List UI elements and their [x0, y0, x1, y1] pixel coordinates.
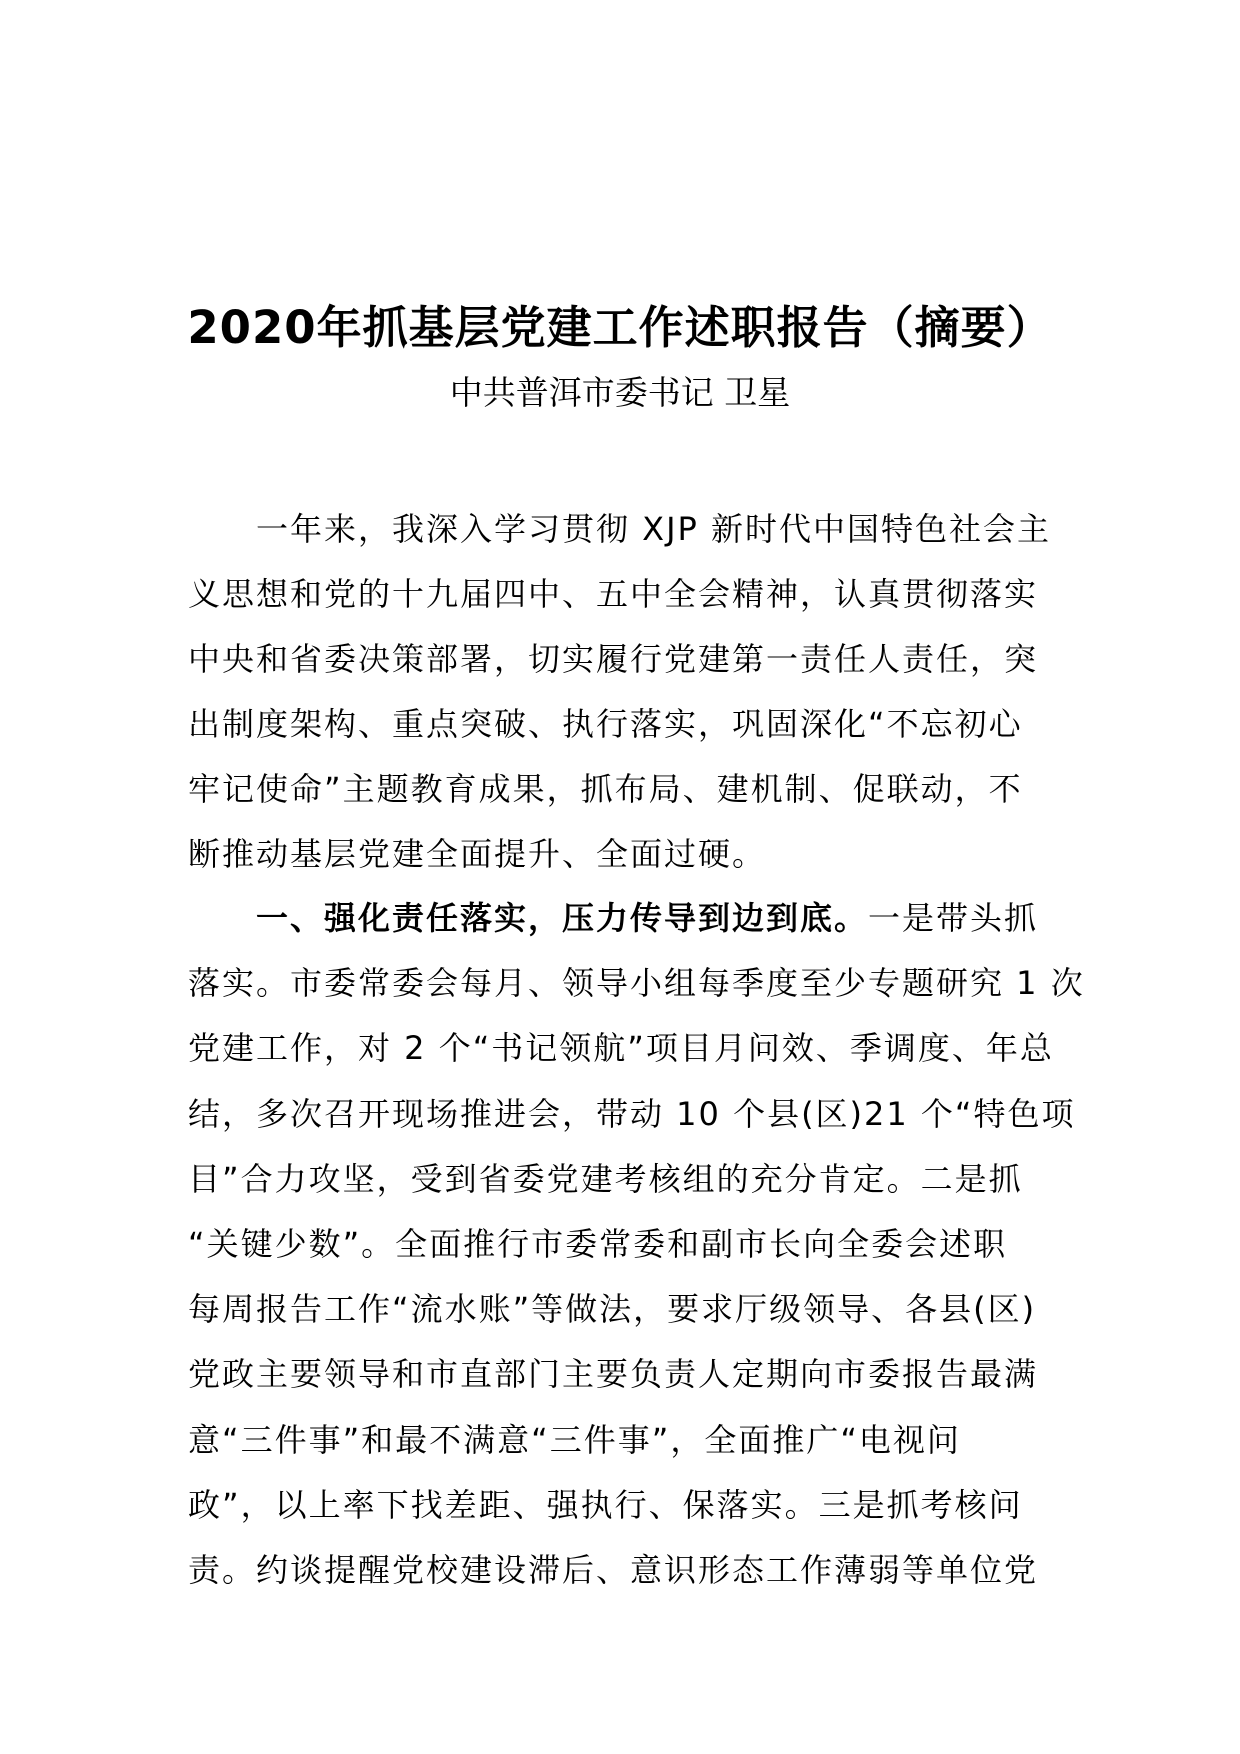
paragraph-line: 党建工作，对 2 个“书记领航”项目月问效、季调度、年总 — [188, 1029, 1054, 1068]
intro-paragraph — [188, 497, 1052, 887]
paragraph-line: 牢记使命”主题教育成果，抓布局、建机制、促联动，不 — [188, 770, 1023, 808]
paragraph-line: 一年来，我深入学习贯彻 XJP 新时代中国特色社会主 — [256, 510, 1052, 548]
paragraph-line: 意“三件事”和最不满意“三件事”，全面推广“电视问 — [188, 1420, 961, 1459]
paragraph-line: 中央和省委决策部署，切实履行党建第一责任人责任，突 — [188, 640, 1039, 678]
document-author: 中共普洱市委书记 卫星 — [449, 373, 791, 412]
paragraph-line: 目”合力攻坚，受到省委党建考核组的充分肯定。二是抓 — [188, 1159, 1023, 1198]
section-heading-continuation: 一是带头抓 — [868, 899, 1039, 937]
paragraph-line: 断推动基层党建全面提升、全面过硬。 — [188, 835, 767, 873]
paragraph-line: 每周报告工作“流水账”等做法，要求厅级领导、各县(区) — [188, 1290, 1037, 1329]
paragraph-line: 出制度架构、重点突破、执行落实，巩固深化“不忘初心 — [188, 705, 1023, 743]
section-first-line — [188, 886, 1052, 951]
document-title: 2020年抓基层党建工作述职报告（摘要） — [187, 301, 1053, 354]
paragraph-line: 政”，以上率下找差距、强执行、保落实。三是抓考核问 — [188, 1485, 1023, 1524]
paragraph-line: 义思想和党的十九届四中、五中全会精神，认真贯彻落实 — [188, 575, 1039, 613]
section-1-paragraph — [188, 886, 1085, 1603]
paragraph-line: 责。约谈提醒党校建设滞后、意识形态工作薄弱等单位党 — [188, 1551, 1039, 1590]
section-heading: 一、强化责任落实，压力传导到边到底。 — [256, 899, 869, 937]
paragraph-line: “关键少数”。全面推行市委常委和副市长向全委会述职 — [188, 1225, 1008, 1264]
paragraph-line: 结，多次召开现场推进会，带动 10 个县(区)21 个“特色项 — [188, 1094, 1076, 1133]
paragraph-line: 落实。市委常委会每月、领导小组每季度至少专题研究 1 次 — [188, 964, 1085, 1003]
paragraph-line: 党政主要领导和市直部门主要负责人定期向市委报告最满 — [188, 1355, 1039, 1394]
